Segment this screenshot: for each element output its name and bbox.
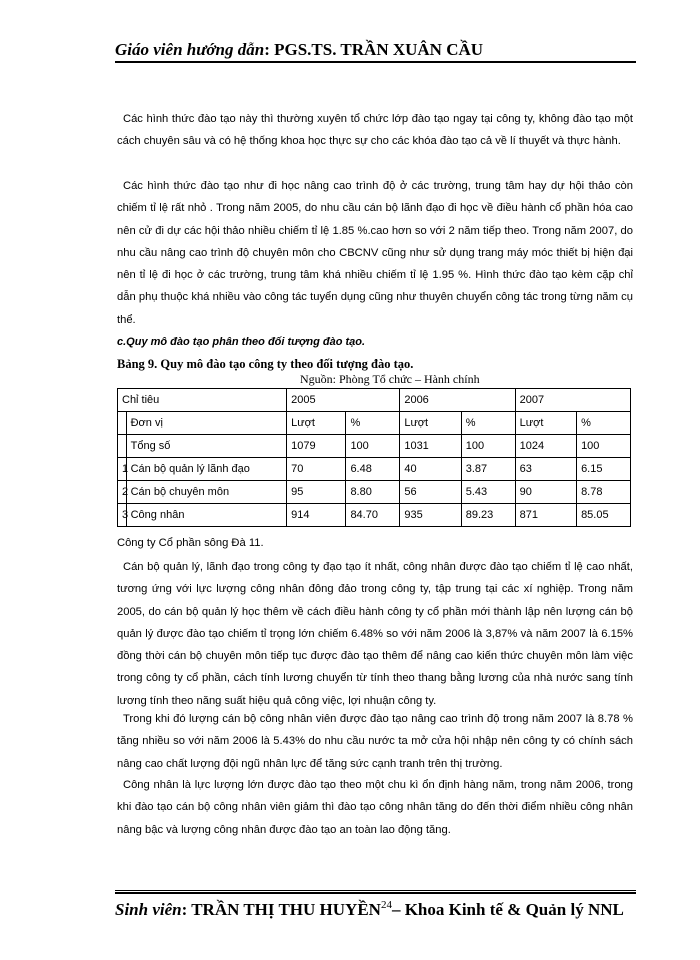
header-cell: % [346,412,400,435]
table-cell: 56 [400,481,461,504]
table-cell: 84.70 [346,504,400,527]
table-row [118,458,631,481]
table-cell: 8.78 [577,481,631,504]
table-cell: 1031 [400,435,461,458]
table-cell: Cán bộ chuyên môn [126,481,287,504]
header-cell: Lượt [287,412,346,435]
header-cell: Đơn vị [126,412,287,435]
table-cell: 95 [287,481,346,504]
analysis-paragraph-3: Công nhân là lực lượng lớn được đào tạo theo một chu kì ổn định hàng năm, trong năm 2006, trong khi đào tạo cán bộ công nhân viên giảm thì đào tạo công nhân tăng do đến thời điểm nhiều công nhân nâng bậc và lượng công nhân được đào tạo an toàn lao động tăng. [117,779,633,836]
table-cell: 90 [515,481,576,504]
header-cell: % [577,412,631,435]
header-label: Giáo viên hướng dẫn [115,40,265,59]
header-cell: 2007 [515,389,630,412]
table-cell: 1079 [287,435,346,458]
table-caption: Công ty Cổ phần sông Đà 11. [117,537,264,549]
page-header [115,40,483,60]
analysis-paragraph-1: Cán bộ quản lý, lãnh đạo trong công ty đạo tạo ít nhất, công nhân được đào tạo chiếm tỉ lệ cao nhất, tương ứng với lực lượng công nhân đông đảo trong công ty, tập trung tại các xí nghiệp. Trong năm 2005, do cán bộ quản lý học thêm về cách điều hành công ty cổ phần mới thành lập nên lượng cán bộ quản lý được đào tạo chiếm tỉ trọng lớn chiếm 6.48% so với năm 2006 là 3,87% và năm 2007 là 6.15% đồng thời cán bộ chuyên môn tiếp tục được đào tạo thêm để nâng cao kiến thức chuyên môn làm việc trong công ty cổ phần, cách tính lương chuyển từ tính theo thang bằng lương của nhà nước sang tính lương tính theo năng suất hiệu quả công việc, lợi nhuận công ty. [117,561,633,707]
table-cell [118,435,127,458]
table-row [118,504,631,527]
table-cell: 100 [346,435,400,458]
footer-rule [115,892,636,894]
header-cell: Lượt [400,412,461,435]
table-cell: 100 [461,435,515,458]
table-cell: 1024 [515,435,576,458]
table-cell: 63 [515,458,576,481]
header-cell: % [461,412,515,435]
table-cell: 5.43 [461,481,515,504]
table-cell: Công nhân [126,504,287,527]
header-separator: : [264,40,275,59]
table-cell: 40 [400,458,461,481]
section-subheading: c.Quy mô đào tạo phân theo đối tượng đào tạo. [117,336,366,348]
header-rule [115,61,636,63]
table-cell: 70 [287,458,346,481]
table-header-row [118,389,631,412]
footer-department: – Khoa Kinh tế & Quản lý NNL [391,900,624,919]
analysis-paragraph-2: Trong khi đó lượng cán bộ công nhân viên được đào tạo nâng cao trình độ trong năm 2007 là 8.78 % tăng nhiều so với năm 2006 là 5.43% do nhu cầu nước ta mở cửa hội nhập nên công ty có chính sách nâng cao chất lượng đội ngũ nhân lực để tăng sức cạnh tranh trên thị trường. [117,713,633,770]
table-cell [118,412,127,435]
header-cell: Lượt [515,412,576,435]
page-number: 24 [380,899,392,911]
table-cell: 100 [577,435,631,458]
table-cell: 2 [118,481,127,504]
table-cell: 8.80 [346,481,400,504]
table-cell: 1 [118,458,127,481]
page-footer [115,900,624,920]
header-cell: Chỉ tiêu [118,389,287,412]
table-row [118,481,631,504]
footer-separator: : [181,900,192,919]
footer-name: TRẦN THỊ THU HUYỀN [191,900,381,919]
table-cell: 3.87 [461,458,515,481]
header-cell: 2006 [400,389,515,412]
table-cell: 3 [118,504,127,527]
paragraph-1: Các hình thức đào tạo này thì thường xuyên tổ chức lớp đào tạo ngay tại công ty, không đào tạo một cách chuyên sâu và có hệ thống khoa học thực sự cho các khóa đào tạo cả về lí thuyết và thực hành. [117,113,633,148]
table-cell: 914 [287,504,346,527]
header-cell: 2005 [287,389,400,412]
table-cell: Tổng số [126,435,287,458]
table-source: Nguồn: Phòng Tổ chức – Hành chính [300,372,480,386]
table-cell: Cán bộ quản lý lãnh đạo [126,458,287,481]
table-cell: 89.23 [461,504,515,527]
table-subheader-row [118,412,631,435]
header-name: PGS.TS. TRẦN XUÂN CẦU [274,40,484,59]
table-cell: 6.15 [577,458,631,481]
footer-label: Sinh viên [115,900,182,919]
training-scale-table [117,388,631,527]
paragraph-2: Các hình thức đào tạo như đi học nâng cao trình độ ở các trường, trung tâm hay dự hội thảo còn chiếm tỉ lệ rất nhỏ . Trong năm 2005, do nhu cầu cán bộ lãnh đạo đi học về điều hành cổ phần hóa cao nên cử đi dự các hội thảo nhiều chiếm tỉ lệ 1.85 %.cao hơn so với 2 năm tiếp theo. Trong năm 2007, do nhu cầu nâng cao trình độ chuyên môn cho CBCNV cũng như sử dụng trang máy móc thiết bị hiện đại nên tỉ lệ đi học ở các trường, trung tâm khá nhiều chiếm tỉ lệ 1.95 %. Hình thức đào tạo kèm cặp chỉ dẫn phụ thuộc khá nhiều vào công tác tuyển dụng cũng như thuyên chuyển công tác trong từng năm cụ thể. [117,180,633,326]
table-title: Bảng 9. Quy mô đào tạo công ty theo đối tượng đào tạo. [117,357,414,371]
table-cell: 6.48 [346,458,400,481]
footer-rule-top [115,890,636,891]
table-cell: 871 [515,504,576,527]
table-cell: 85.05 [577,504,631,527]
table-cell: 935 [400,504,461,527]
table-row [118,435,631,458]
